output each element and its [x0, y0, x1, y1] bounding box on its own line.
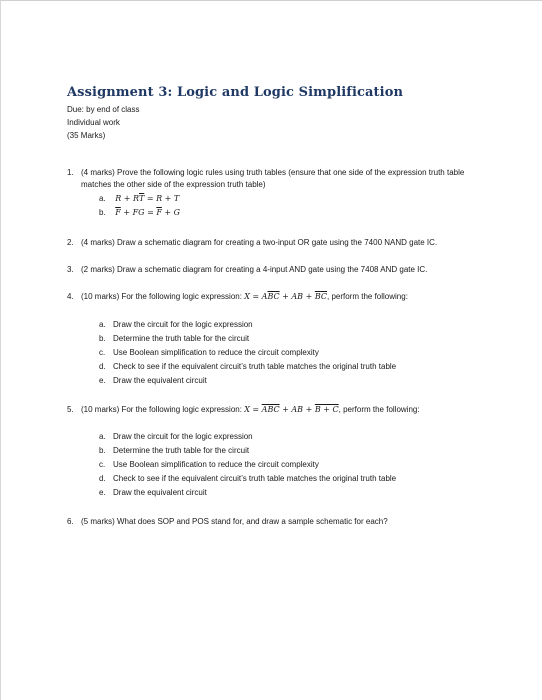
question-number: 3. [67, 265, 74, 274]
q1-item-a [99, 194, 179, 203]
q5-item-b: b. Determine the truth table for the circuit [99, 446, 250, 455]
question-3 [67, 264, 487, 276]
question-number: 6. [67, 517, 74, 526]
q5-item-a: a. Draw the circuit for the logic expression [99, 432, 253, 441]
q5-item-c: c. Use Boolean simplification to reduce the circuit complexity [99, 460, 319, 469]
question-1 [67, 167, 487, 191]
math-expression: $X = A\overline{BC}$ + AB + $\overline{B}\overline{C}$ [244, 292, 327, 301]
work-type: Individual work [67, 118, 120, 127]
question-text: (4 marks) Draw a schematic diagram for creating a two-input OR gate using the 7400 NAND gate IC. [81, 238, 438, 247]
question-number: 2. [67, 238, 74, 247]
question-text: (4 marks) Prove the following logic rules using truth tables (ensure that one side of the expression truth table matches the other side of the expression truth table) [81, 168, 465, 189]
question-text: (10 marks) For the following logic expression: $X = A\overline{BC}$ + AB + $\overline{B}\overline{C}$, perform the following: [81, 292, 408, 301]
total-marks: (35 Marks) [67, 131, 106, 140]
q1-item-b [99, 208, 180, 217]
q4-item-e: e. Draw the equivalent circuit [99, 376, 207, 385]
question-5 [67, 404, 487, 416]
q4-item-b: b. Determine the truth table for the circuit [99, 334, 250, 343]
question-number: 1. [67, 168, 74, 177]
q5-item-d: d. Check to see if the equivalent circuit’s truth table matches the original truth table [99, 474, 397, 483]
item-letter: a. [99, 194, 106, 203]
assignment-title: Assignment 3: Logic and Logic Simplification [67, 85, 404, 100]
question-text: (2 marks) Draw a schematic diagram for creating a 4-input AND gate using the 7408 AND gate IC. [81, 265, 428, 274]
due-date: Due: by end of class [67, 105, 140, 114]
question-2 [67, 237, 487, 249]
question-6 [67, 516, 487, 528]
math-expression: $\overline{F}$ + FG = $\overline{F} + G$ [115, 208, 181, 217]
question-number: 5. [67, 405, 74, 414]
question-number: 4. [67, 292, 74, 301]
q4-item-a: a. Draw the circuit for the logic expression [99, 320, 253, 329]
question-text: (5 marks) What does SOP and POS stand for, and draw a sample schematic for each? [81, 517, 388, 526]
item-letter: b. [99, 208, 106, 217]
question-4 [67, 291, 487, 303]
math-expression: $R + R\overline{T} = R + T$ [115, 194, 180, 203]
q5-item-e: e. Draw the equivalent circuit [99, 488, 207, 497]
q4-item-d: d. Check to see if the equivalent circuit’s truth table matches the original truth table [99, 362, 397, 371]
math-expression: $X = \overline{ABC}$ + AB + B + C [244, 405, 339, 414]
question-text: (10 marks) For the following logic expression: $X = \overline{ABC}$ + AB + B + C, perform the following: [81, 405, 420, 414]
q4-item-c: c. Use Boolean simplification to reduce the circuit complexity [99, 348, 319, 357]
